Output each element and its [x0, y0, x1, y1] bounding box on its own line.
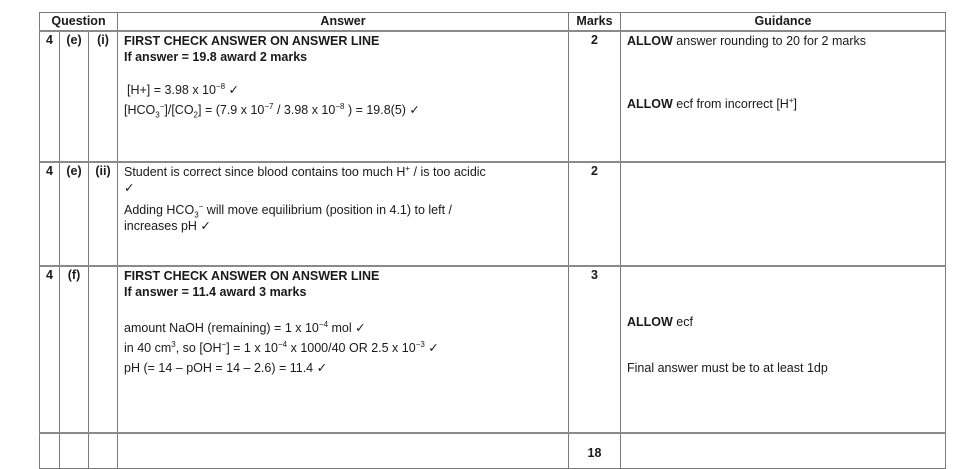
guidance-note: ALLOW answer rounding to 20 for 2 marks: [627, 34, 866, 48]
answer-award-line: If answer = 11.4 award 3 marks: [124, 285, 307, 299]
question-subpart: (ii): [89, 162, 118, 266]
table-row: [40, 266, 946, 433]
guidance-cell: [621, 162, 946, 266]
header-answer: Answer: [118, 13, 569, 32]
question-part: (f): [60, 266, 89, 433]
header-marks: Marks: [569, 13, 621, 32]
answer-step: pH (= 14 – pOH = 14 – 2.6) = 11.4 ✓: [124, 361, 328, 375]
mark-scheme-table: [39, 12, 946, 469]
guidance-cell: [621, 266, 946, 433]
question-subpart: (i): [89, 31, 118, 162]
answer-cell: [118, 162, 569, 266]
answer-heading: FIRST CHECK ANSWER ON ANSWER LINE: [124, 34, 380, 48]
table-row: [40, 162, 946, 266]
question-number: 4: [40, 266, 60, 433]
answer-award-line: If answer = 19.8 award 2 marks: [124, 50, 308, 64]
answer-step: Adding $HCO_3^-$ will move equilibrium (position in 4.1) to left / increases pH ✓: [124, 201, 453, 233]
answer-step: amount NaOH (remaining) = 1 x $10^{-4}$ mol ✓: [124, 319, 366, 335]
answer-step: $[HCO_3^-]/[CO_2] = (7.9$ x $10^{-7} / 3.98$ x $10^{-8}$ ) = 19.8(5) ✓: [124, 101, 420, 120]
answer-cell: [118, 266, 569, 433]
header-guidance: Guidance: [621, 13, 946, 32]
marks-value: 2: [569, 162, 621, 266]
question-number: 4: [40, 31, 60, 162]
question-number: 4: [40, 162, 60, 266]
total-marks: 18: [569, 433, 621, 469]
total-row: [40, 433, 946, 469]
guidance-note: Final answer must be to at least 1dp: [627, 361, 828, 375]
guidance-cell: [621, 31, 946, 162]
question-subpart: [89, 266, 118, 433]
answer-step: [H+] = 3.98 x $10^{-8}$ ✓: [127, 81, 240, 97]
answer-step: in 40 $cm^3$, so [OH−] = 1 x $10^{-4}$ x 1000/40 OR 2.5 x $10^{-3}$ ✓: [124, 339, 439, 355]
guidance-note: ALLOW ecf: [627, 315, 693, 329]
marks-value: 2: [569, 31, 621, 162]
question-part: (e): [60, 162, 89, 266]
answer-step: Student is correct since blood contains too much H+ / is too acidic ✓: [124, 163, 486, 195]
answer-cell: [118, 31, 569, 162]
marks-value: 3: [569, 266, 621, 433]
header-question: Question: [40, 13, 118, 32]
question-part: (e): [60, 31, 89, 162]
header-row: [40, 13, 946, 32]
guidance-note: ALLOW ecf from incorrect [H+]: [627, 95, 797, 111]
table-row: [40, 31, 946, 162]
answer-heading: FIRST CHECK ANSWER ON ANSWER LINE: [124, 269, 380, 283]
